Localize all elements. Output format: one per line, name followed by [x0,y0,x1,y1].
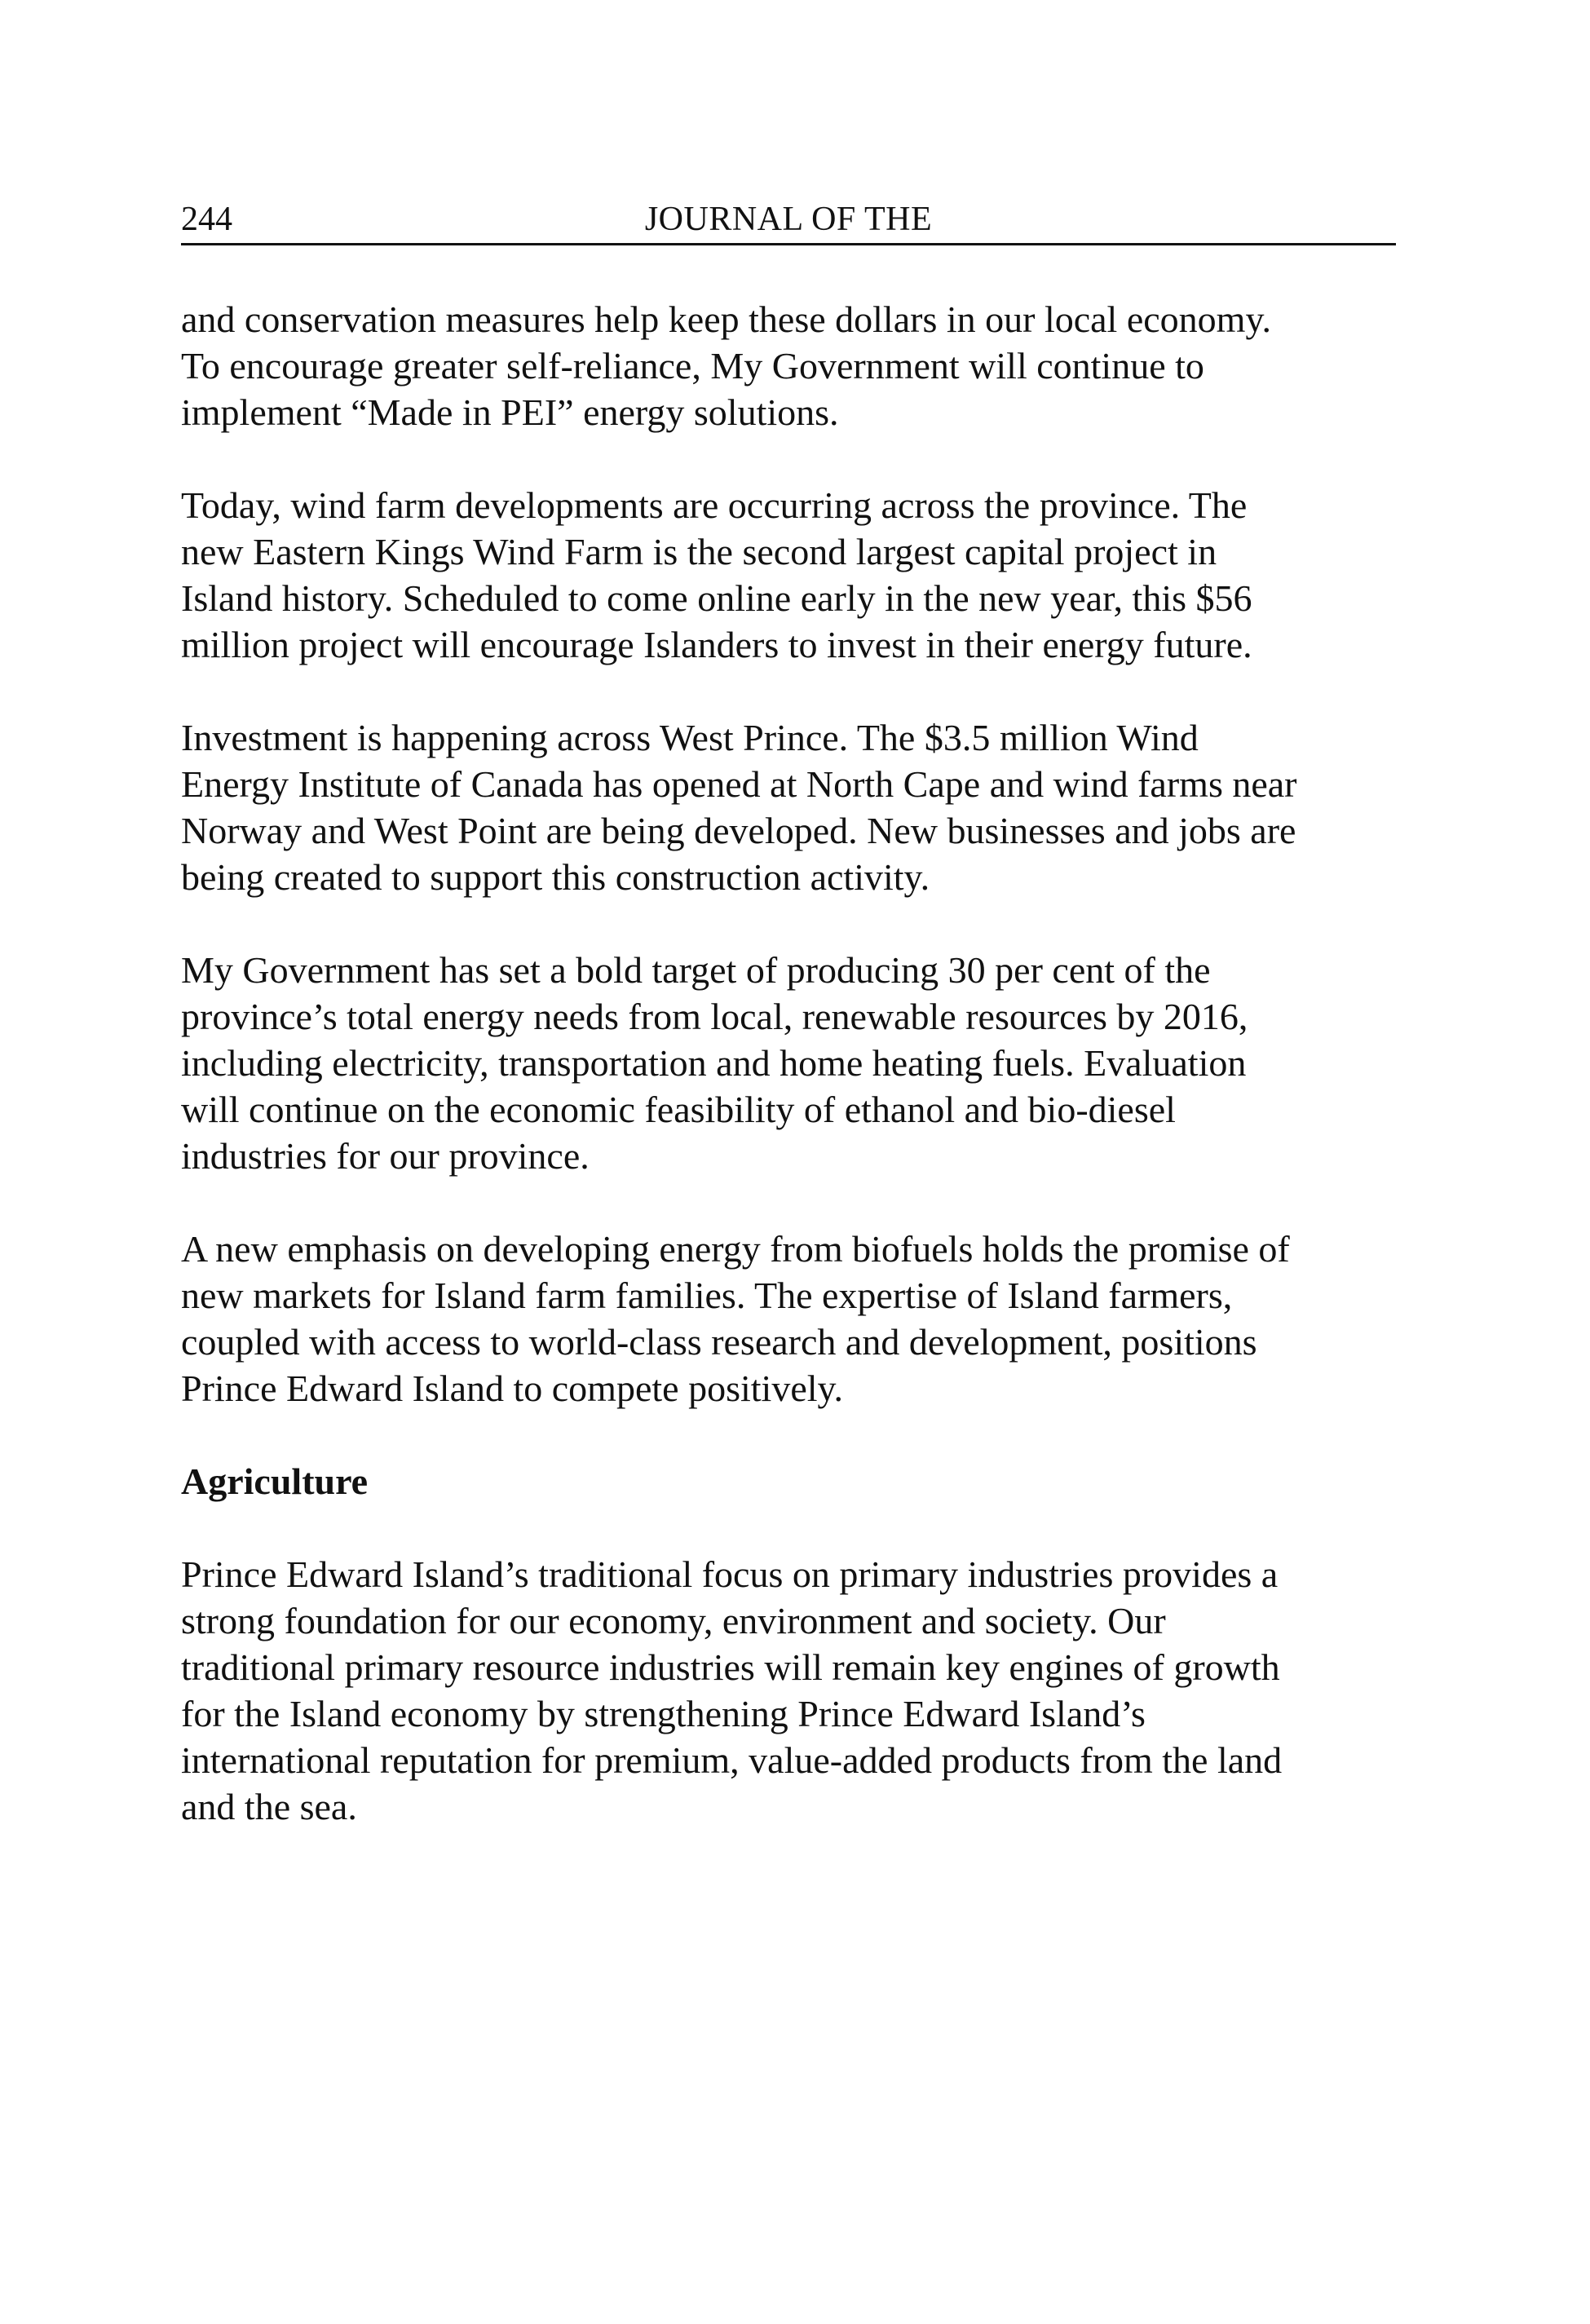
page-number: 244 [181,201,232,238]
paragraph-west-prince: Investment is happening across West Prince. The $3.5 million Wind Energy Institute of Canada has opened at North Cape and wind farms near Norway and West Point are being developed. New businesses and jobs are being created to support this construction activity. [181,717,1297,898]
paragraph-biofuels: A new emphasis on developing energy from biofuels holds the promise of new markets for Island farm families. The expertise of Island farmers, coupled with access to world-class research and development, positions Prince Edward Island to compete positively. [181,1228,1290,1409]
paragraph-wind-farms: Today, wind farm developments are occurring across the province. The new Eastern Kings Wind Farm is the second largest capital project in Island history. Scheduled to come online early in the new year, this $56 million project will encourage Islanders to invest in their energy future. [181,484,1252,665]
section-heading: Agriculture [181,1460,369,1502]
journal-title: JOURNAL OF THE [644,201,933,238]
document-body [181,296,1396,1876]
paragraph-renewable-target: My Government has set a bold target of producing 30 per cent of the province’s total energy needs from local, renewable resources by 2016, including electricity, transportation and home heating fuels. Evaluation will continue on the economic feasibility of ethanol and bio-diesel industries for our province. [181,949,1248,1177]
paragraph-energy-conservation: and conservation measures help keep these dollars in our local economy. To encourage greater self-reliance, My Government will continue to implement “Made in PEI” energy solutions. [181,298,1271,433]
paragraph-agriculture: Prince Edward Island’s traditional focus on primary industries provides a strong foundation for our economy, environment and society. Our traditional primary resource industries will remain key engines of growth for the Island economy by strengthening Prince Edward Island’s international reputation for premium, value-added products from the land and the sea. [181,1553,1283,1827]
running-header [181,196,1396,245]
